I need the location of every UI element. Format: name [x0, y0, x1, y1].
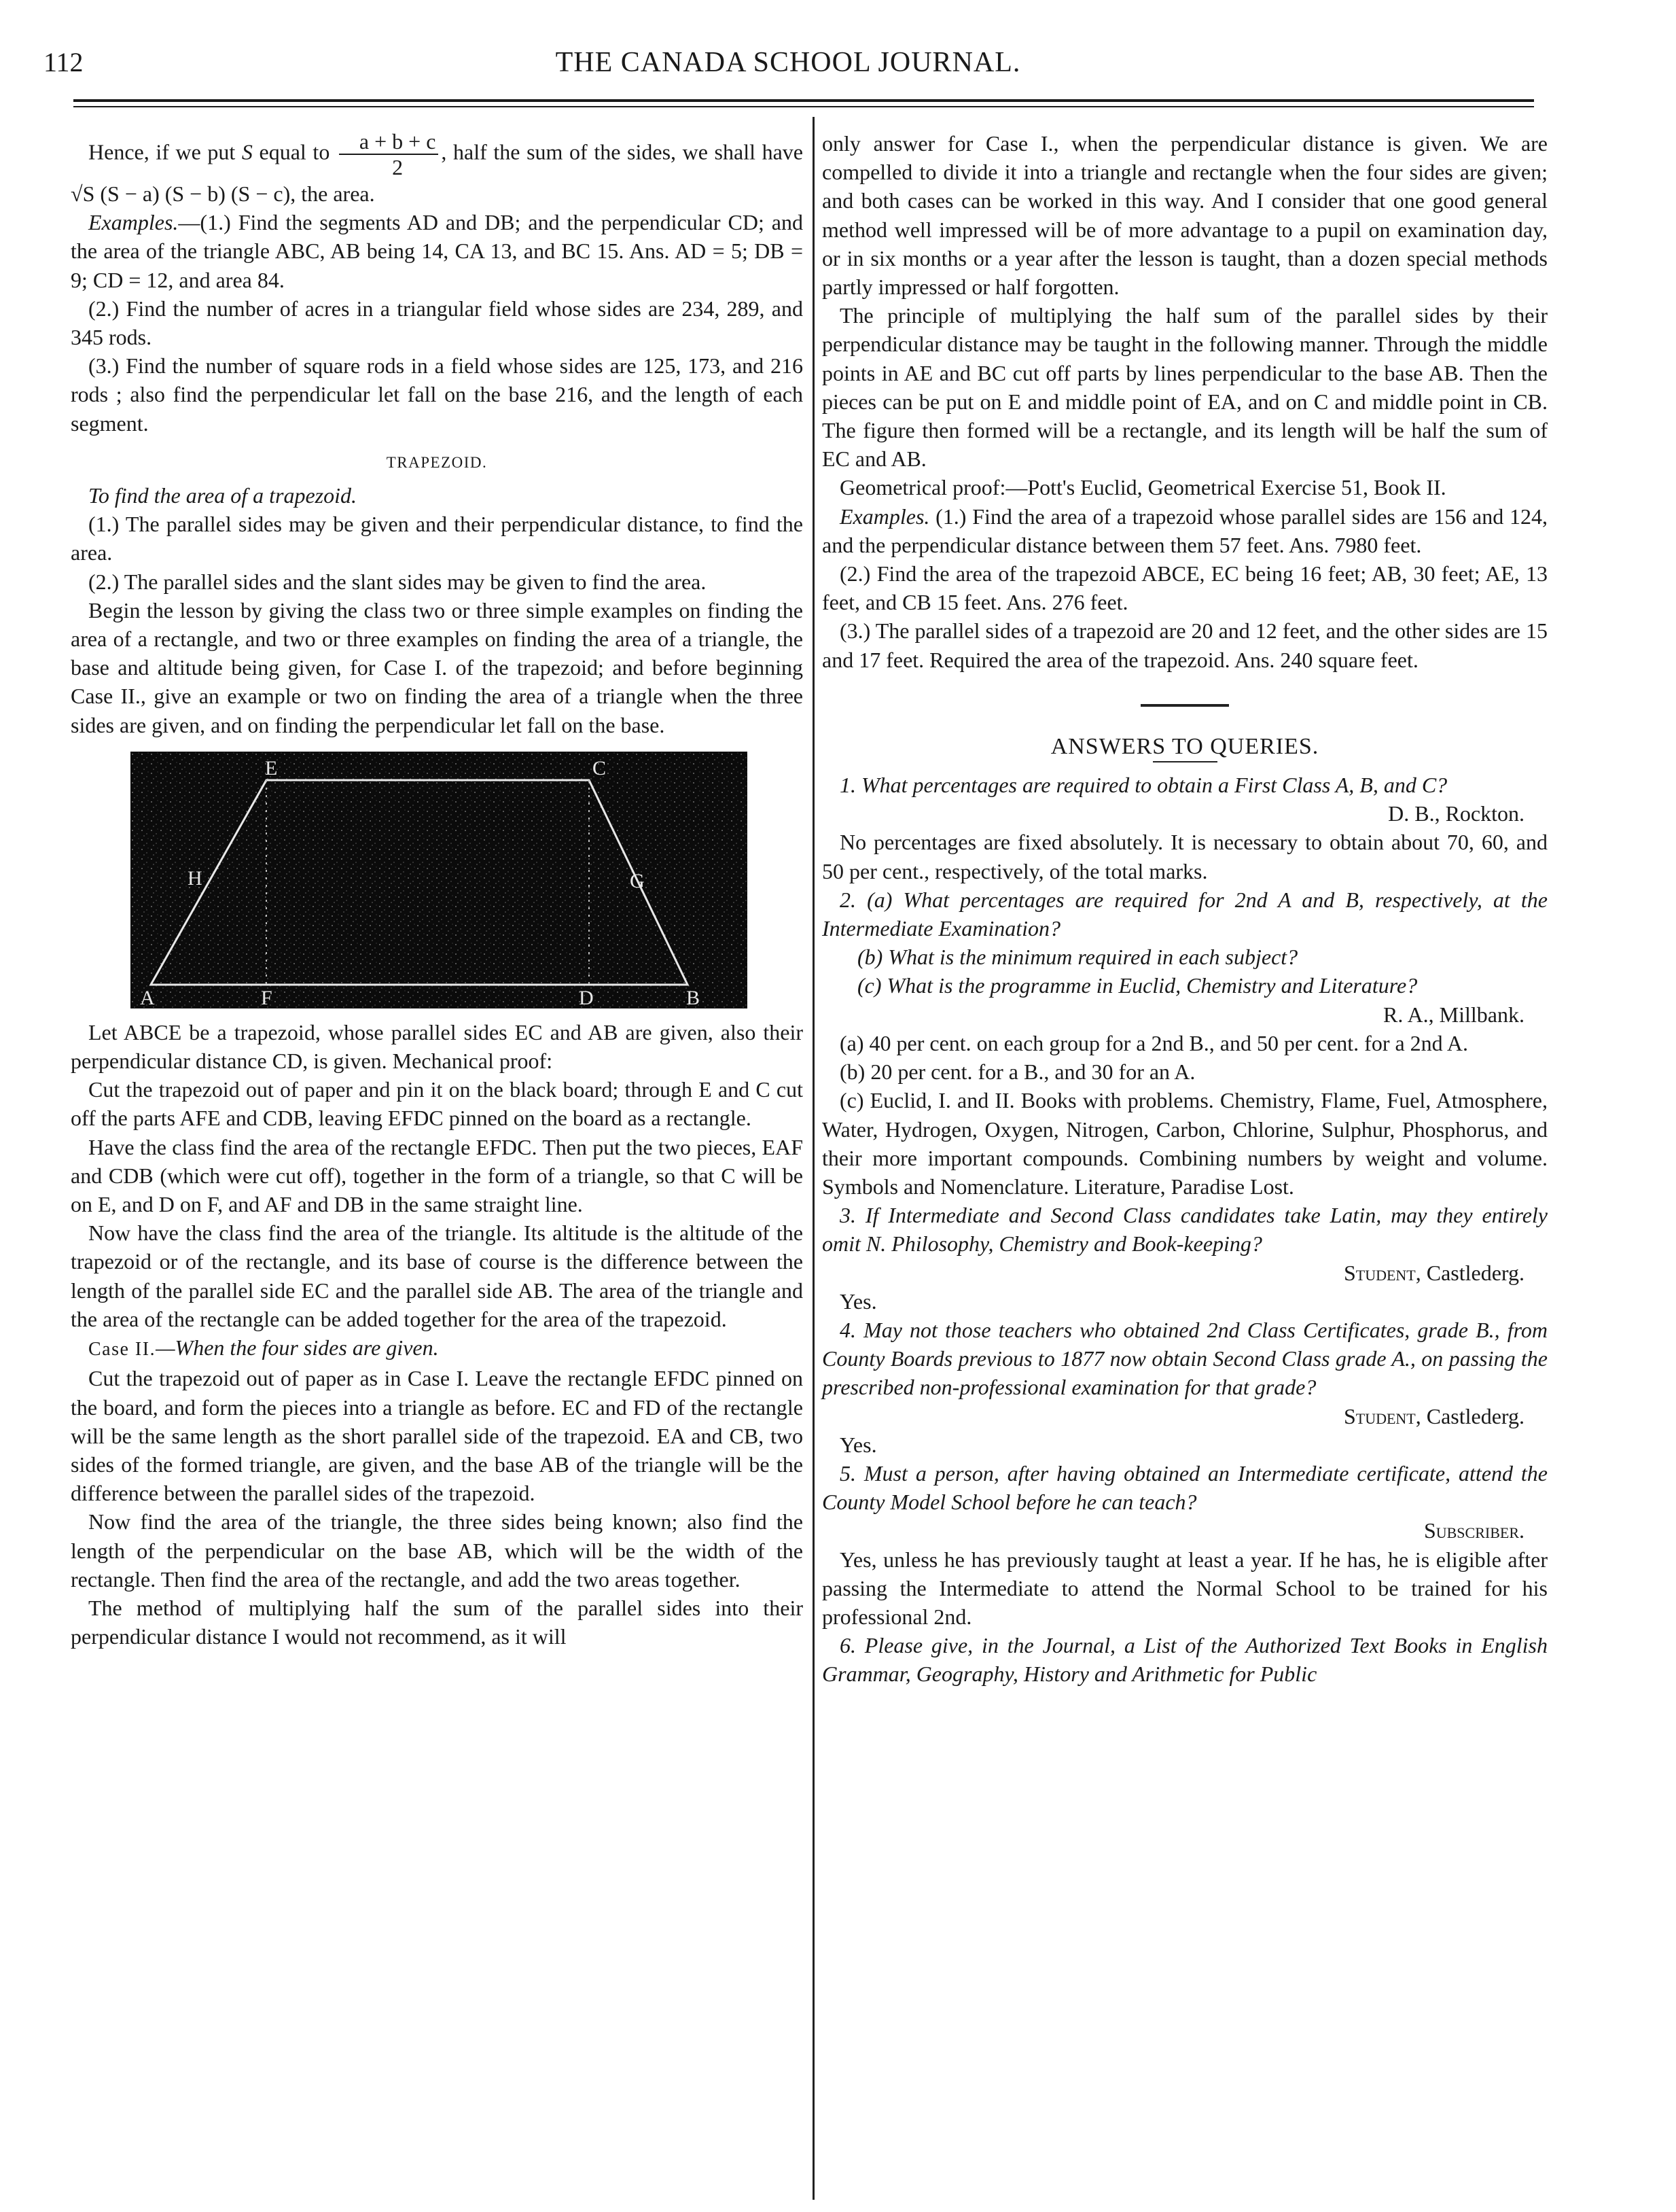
query-6: 6. Please give, in the Journal, a List of the Authorized Text Books in English Grammar, Geography, History and Arithmetic for Public: [822, 1633, 1548, 1687]
rectangle-area-paragraph: Have the class find the area of the rectangle EFDC. Then put the two pieces, EAF and CDB (which were cut off), together in the form of a triangle, so that C will be on E, and D on F, and AF and DB in the same straight line.: [71, 1134, 803, 1217]
label-B: B: [686, 986, 700, 1008]
label-D: D: [579, 986, 594, 1008]
principle-paragraph: The principle of multiplying the half sum of the parallel sides by their perpendicular distance may be taught in the following manner. Through the middle points in AE and BC cut off parts by lines perpendicular to the base AB. Then the pieces can be put on E and middle point of EA, and on C and middle point in CB. The figure then formed will be a rectangle, and its length will be half the sum of EC and AB.: [822, 303, 1548, 472]
page-header: [41, 46, 1535, 87]
label-A: A: [140, 986, 155, 1008]
lesson-intro-paragraph: Begin the lesson by giving the class two or three simple examples on finding the area of a rectangle, and two or three examples on finding the area of a triangle, the base and altitude being given, for Case I. of the trapezoid; and before beginning Case II., give an example or two on finding the area of a triangle when the three sides are given, and on finding the perpendicular let fall on the base.: [71, 597, 803, 737]
answer-1: No percentages are fixed absolutely. It is necessary to obtain about 70, 60, and 50 per cent., respectively, of the total marks.: [822, 830, 1548, 883]
left-column: [71, 129, 803, 1651]
trapezoid-figure: [130, 752, 747, 1008]
query-3-signature: Student, Castlederg.: [1343, 1260, 1525, 1285]
trapezoid-example-2: (2.) Find the area of the trapezoid ABCE, EC being 16 feet; AB, 30 feet; AE, 13 feet, and CB 15 feet. Ans. 276 feet.: [822, 561, 1548, 615]
answer-2c: (c) Euclid, I. and II. Books with problems. Chemistry, Flame, Fuel, Atmosphere, Water, Hydrogen, Oxygen, Nitrogen, Carbon, Chlorine, Sulphur, Phosphorus, and their more important compounds. Combining numbers by weight and volume. Symbols and Nomenclature. Literature, Paradise Lost.: [822, 1088, 1548, 1199]
case-2-paragraph: Cut the trapezoid out of paper as in Case I. Leave the rectangle EFDC pinned on the board, and form the pieces into a triangle as before. EC and FD of the rectangle will be the same length as the short parallel side of the trapezoid. EA and CB, two sides of the formed triangle, are given, and the base AB of the triangle will be the difference between the parallel sides of the trapezoid.: [71, 1366, 803, 1506]
answer-3: Yes.: [840, 1288, 877, 1314]
method-paragraph: The method of multiplying half the sum of the parallel sides into their perpendicular distance I would not recommend, as it will: [71, 1595, 803, 1649]
blackboard-background: [130, 752, 747, 1008]
answer-4: Yes.: [840, 1432, 877, 1457]
journal-title: THE CANADA SCHOOL JOURNAL.: [555, 47, 1021, 78]
area-formula-paragraph: Hence, if we put S equal to $\frac{a + b + c}{2}$ , half the sum of the sides, we shall have √S (S − a) (S − b) (S − c), the area.: [71, 129, 803, 206]
query-2-signature: R. A., Millbank.: [1383, 1002, 1525, 1027]
trapezoid-example-3: (3.) The parallel sides of a trapezoid are 20 and 12 feet, and the other sides are 15 and 17 feet. Required the area of the trapezoid. Ans. 240 square feet.: [822, 618, 1548, 672]
query-3: 3. If Intermediate and Second Class candidates take Latin, may they entirely omit N. Philosophy, Chemistry and Book-keeping?: [822, 1203, 1548, 1257]
label-F: F: [261, 986, 272, 1008]
query-4: 4. May not those teachers who obtained 2nd Class Certificates, grade B., from County Boards previous to 1877 now obtain Second Class grade A., on passing the prescribed non-professional examination for that grade?: [822, 1317, 1548, 1400]
label-C: C: [592, 756, 607, 779]
query-1-signature: D. B., Rockton.: [1388, 801, 1525, 826]
label-G: G: [630, 869, 645, 892]
continued-paragraph: only answer for Case I., when the perpendicular distance is given. We are compelled to divide it into a triangle and rectangle when the four sides are given; and both cases can be worked in this way. And I consider that one good general method well impressed will be of more advantage to a pupil on examination day, or in six months or a year after the lesson is taught, than a dozen special methods partly impressed or half forgotten.: [822, 131, 1548, 300]
answers-heading-rule: [1153, 761, 1217, 762]
header-rule-thin: [73, 106, 1534, 107]
trapezoid-case-1: (1.) The parallel sides may be given and their perpendicular distance, to find the area.: [71, 512, 803, 565]
geometrical-proof: Geometrical proof:—Pott's Euclid, Geometrical Exercise 51, Book II.: [840, 475, 1446, 500]
query-2a: 2. (a) What percentages are required for 2nd A and B, respectively, at the Intermediate Examination?: [822, 887, 1548, 941]
query-5: 5. Must a person, after having obtained an Intermediate certificate, attend the County Model School before he can teach?: [822, 1460, 1548, 1515]
query-1: 1. What percentages are required to obtain a First Class A, B, and C?: [840, 773, 1448, 798]
query-2c: (c) What is the programme in Euclid, Chemistry and Literature?: [857, 973, 1418, 998]
query-5-signature: Subscriber.: [1423, 1518, 1525, 1543]
answer-2b: (b) 20 per cent. for a B., and 30 for an A.: [840, 1059, 1196, 1085]
half-sum-fraction: $\frac{a + b + c}{2}$: [339, 129, 439, 179]
let-abce-paragraph: Let ABCE be a trapezoid, whose parallel sides EC and AB are given, also their perpendicular distance CD, is given. Mechanical proof:: [71, 1019, 803, 1074]
triangle-example-2: (2.) Find the number of acres in a triangular field whose sides are 234, 289, and 345 rods.: [71, 296, 803, 350]
right-column: [822, 129, 1548, 1689]
triangle-example-3: (3.) Find the number of square rods in a field whose sides are 125, 173, and 216 rods ; also find the perpendicular let fall on the base 216, and the length of each segment.: [71, 353, 803, 436]
label-H: H: [188, 866, 202, 890]
section-separator: [1141, 704, 1229, 707]
triangle-example-1: Examples.—(1.) Find the segments AD and DB; and the perpendicular CD; and the area of the triangle ABC, AB being 14, CA 13, and BC 15. Ans. AD = 5; DB = 9; CD = 12, and area 84.: [71, 210, 803, 292]
trapezoid-heading: TRAPEZOID.: [386, 453, 488, 471]
trapezoid-case-2: (2.) The parallel sides and the slant sides may be given to find the area.: [88, 569, 707, 594]
query-4-signature: Student, Castlederg.: [1343, 1403, 1525, 1428]
query-2b: (b) What is the minimum required in each subject?: [857, 945, 1298, 970]
header-rule-thick: [73, 99, 1534, 102]
label-E: E: [265, 756, 278, 779]
answers-heading: ANSWERS TO QUERIES.: [1050, 733, 1319, 759]
answer-5: Yes, unless he has previously taught at least a year. If he has, he is eligible after passing the Intermediate to attend the Normal School to be trained for his professional 2nd.: [822, 1547, 1548, 1629]
trapezoid-example-1: Examples. (1.) Find the area of a trapezoid whose parallel sides are 156 and 124, and the perpendicular distance between them 57 feet. Ans. 7980 feet.: [822, 504, 1548, 557]
trapezoid-subheading: To find the area of a trapezoid.: [88, 483, 357, 508]
triangle-area-paragraph: Now have the class find the area of the triangle. Its altitude is the altitude of the trapezoid or of the rectangle, and its base of course is the difference between the length of the parallel side EC and the parallel side AB. The area of the triangle and the area of the rectangle can be added together for the area of the trapezoid.: [71, 1221, 803, 1331]
column-divider: [813, 117, 815, 2200]
cut-trapezoid-paragraph: Cut the trapezoid out of paper and pin it on the black board; through E and C cut off the parts AFE and CDB, leaving EFDC pinned on the board as a rectangle.: [71, 1077, 803, 1131]
find-area-paragraph: Now find the area of the triangle, the three sides being known; also find the length of the perpendicular on the base AB, which will be the width of the rectangle. Then find the area of the rectangle, and add the two areas together.: [71, 1509, 803, 1592]
page-number: 112: [43, 47, 84, 77]
case-2-heading: Case II.—When the four sides are given.: [88, 1335, 439, 1360]
answer-2a: (a) 40 per cent. on each group for a 2nd B., and 50 per cent. for a 2nd A.: [840, 1030, 1469, 1055]
